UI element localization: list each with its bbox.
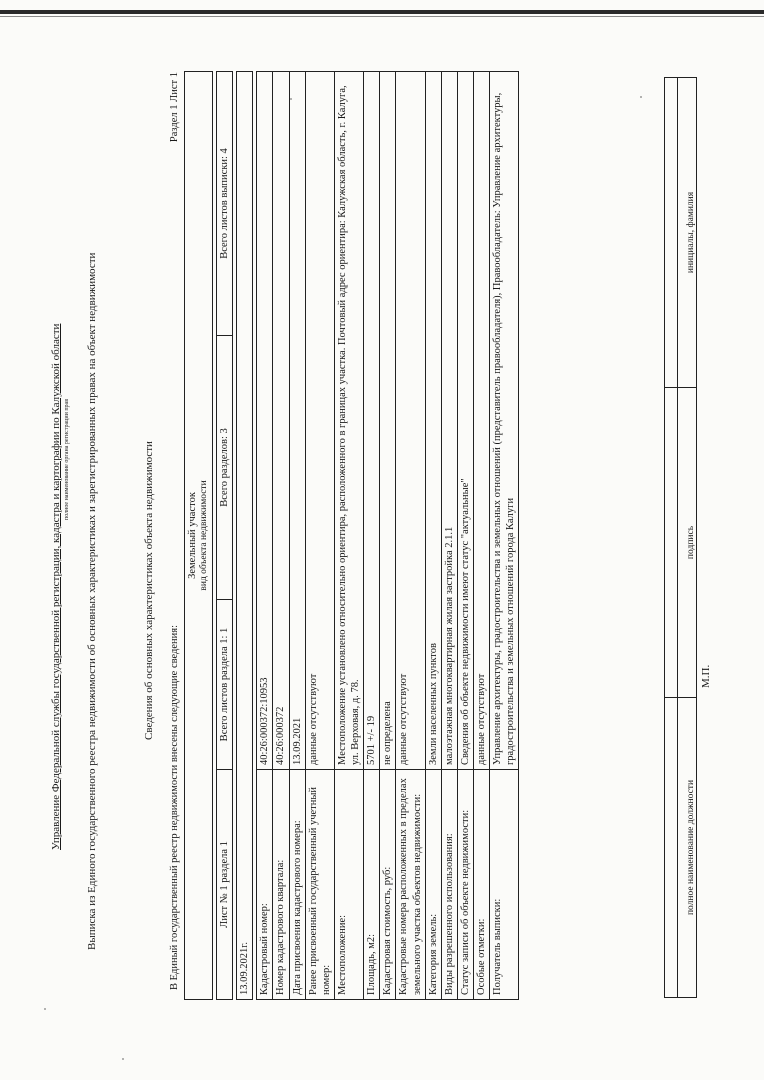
row-value: данные отсутствуют bbox=[396, 71, 425, 769]
row-value: данные отсутствуют bbox=[305, 71, 334, 769]
row-label: Ранее присвоенный государственный учетный номер: bbox=[305, 770, 334, 1000]
table-row bbox=[305, 71, 334, 999]
extract-title: Выписка из Единого государственного реестра недвижимости об основных характеристиках и зарегистрированных правах на объект недвижимости bbox=[86, 252, 98, 950]
sheets-in-section: Всего листов раздела 1: 1 bbox=[217, 600, 233, 770]
stamp-mark: М.П. bbox=[700, 664, 712, 688]
row-value: данные отсутствуют bbox=[474, 71, 490, 769]
row-value: 13.09.2021 bbox=[289, 71, 305, 769]
row-value: 40:26:000372:10953 bbox=[257, 71, 273, 769]
row-value: Управление архитектуры, градостроительства и земельных отношений (представитель правообладателя), Правообладатель: Управление архитектуры, градостроительства и земельных отношений города Калуги bbox=[490, 71, 519, 769]
row-label: Особые отметки: bbox=[474, 770, 490, 1000]
row-label: Кадастровый номер: bbox=[257, 770, 273, 1000]
table-row bbox=[396, 71, 425, 999]
table-row bbox=[289, 71, 305, 999]
row-label: Статус записи об объекте недвижимости: bbox=[457, 770, 473, 1000]
signature-table bbox=[664, 77, 697, 998]
razdel-label: Раздел 1 Лист 1 bbox=[169, 72, 180, 143]
table-row bbox=[273, 71, 289, 999]
table-row bbox=[257, 71, 273, 999]
table-row bbox=[380, 71, 396, 999]
row-value: Земли населенных пунктов bbox=[425, 71, 441, 769]
sections-total: Всего разделов: 3 bbox=[217, 336, 233, 600]
row-value: малоэтажная многоквартирная жилая застройка 2.1.1 bbox=[441, 71, 457, 769]
row-label: Номер кадастрового квартала: bbox=[273, 770, 289, 1000]
object-type: Земельный участок bbox=[187, 492, 198, 579]
row-label: Виды разрешенного использования: bbox=[441, 770, 457, 1000]
table-row bbox=[457, 71, 473, 999]
intro-text: В Единый государственный реестр недвижимости внесены следующие сведения: bbox=[169, 624, 180, 990]
table-row bbox=[474, 71, 490, 999]
row-value: не определена bbox=[380, 71, 396, 769]
row-label: Площадь, м2: bbox=[364, 770, 380, 1000]
sheet-label: Лист № 1 раздела 1 bbox=[217, 770, 233, 1000]
sheets-total: Всего листов выписки: 4 bbox=[217, 71, 233, 335]
row-value: Сведения об объекте недвижимости имеют статус "актуальные" bbox=[457, 71, 473, 769]
row-value: 5701 +/- 19 bbox=[364, 71, 380, 769]
table-row bbox=[334, 71, 363, 999]
row-value: 40:26:000372 bbox=[273, 71, 289, 769]
position-caption: полное наименование должности bbox=[678, 698, 697, 998]
row-label: Получатель выписки: bbox=[490, 770, 519, 1000]
section-title: Сведения об основных характеристиках объекта недвижимости bbox=[143, 441, 155, 740]
agency-name: Управление Федеральной службы государственной регистрации, кадастра и картографии по Калужской области bbox=[50, 323, 62, 850]
row-label: Кадастровая стоимость, руб: bbox=[380, 770, 396, 1000]
signature-caption: подпись bbox=[678, 388, 697, 698]
object-type-caption: вид объекта недвижимости bbox=[199, 480, 210, 591]
table-row bbox=[364, 71, 380, 999]
characteristics-table bbox=[184, 71, 519, 1000]
table-row bbox=[425, 71, 441, 999]
object-type-cell bbox=[185, 71, 213, 999]
row-label: Местоположение: bbox=[334, 770, 363, 1000]
row-label: Категория земель: bbox=[425, 770, 441, 1000]
table-row bbox=[490, 71, 519, 999]
row-value: Местоположение установлено относительно ориентира, расположенного в границах участка. Почтовый адрес ориентира: Калужская область, г. Калуга, ул. Верховая, д. 78. bbox=[334, 71, 363, 769]
table-row bbox=[441, 71, 457, 999]
agency-caption: полное наименование органа регистрации прав bbox=[64, 398, 70, 520]
row-label: Кадастровые номера расположенных в пределах земельного участка объектов недвижимости: bbox=[396, 770, 425, 1000]
row-label: Дата присвоения кадастрового номера: bbox=[289, 770, 305, 1000]
name-caption: инициалы, фамилия bbox=[678, 78, 697, 388]
extract-date: 13.09.2021г. bbox=[237, 71, 253, 999]
